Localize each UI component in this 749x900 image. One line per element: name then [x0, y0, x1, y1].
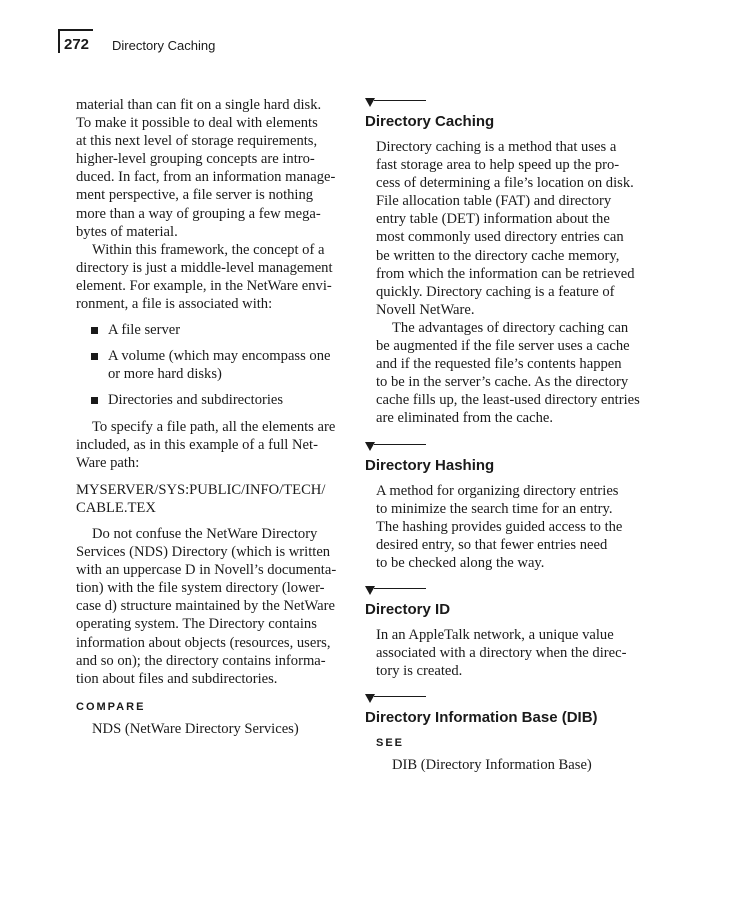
paragraph-file-path [76, 418, 346, 472]
text-line: information about objects (resources, users, [76, 634, 331, 651]
text-line: A method for organizing directory entries [376, 482, 619, 499]
text-line: tory is created. [376, 663, 463, 680]
text-line: To specify a file path, all the elements are [92, 418, 336, 435]
running-title: Directory Caching [112, 38, 216, 53]
text-line: ment perspective, a file server is nothing [76, 187, 314, 204]
compare-reference: NDS (NetWare Directory Services) [92, 720, 299, 737]
text-line: Novell NetWare. [376, 301, 475, 318]
list-item [76, 347, 346, 383]
text-line: quickly. Directory caching is a feature of [376, 283, 615, 300]
text-line: Directory caching is a method that uses a [376, 139, 617, 155]
text-line: at this next level of storage requirements, [76, 133, 318, 150]
text-line: from which the information can be retrieved [376, 265, 635, 282]
text-line: tion about files and subdirectories. [76, 670, 278, 687]
paragraph-framework [76, 241, 346, 313]
glossary-entry-directory-caching [365, 98, 655, 428]
text-line: MYSERVER/SYS:PUBLIC/INFO/TECH/ [76, 481, 326, 498]
text-line: and if the requested file’s contents happen [376, 356, 622, 373]
text-line: bytes of material. [76, 223, 178, 240]
glossary-entry-directory-id [365, 586, 655, 680]
bullet-list [76, 321, 346, 409]
bullet-square-icon [91, 353, 98, 360]
see-reference: DIB (Directory Information Base) [392, 757, 592, 774]
entry-rule [374, 588, 426, 589]
header-rule-vertical [58, 29, 60, 53]
entry-body [365, 482, 655, 572]
glossary-entry-directory-hashing [365, 442, 655, 572]
bullet-square-icon [91, 327, 98, 334]
text-line: or more hard disks) [108, 366, 222, 383]
text-line: cache fills up, the least-used directory entries [376, 392, 640, 409]
text-line: A file server [108, 322, 181, 339]
text-line: The hashing provides guided access to the [376, 518, 623, 535]
text-line: File allocation table (FAT) and directory [376, 193, 612, 210]
left-column [76, 96, 346, 738]
see-label: SEE [376, 737, 405, 750]
paragraph-nds-note [76, 525, 346, 688]
glossary-entry-directory-information-base [365, 694, 655, 774]
text-line: material than can fit on a single hard disk. [76, 97, 322, 113]
text-line: fast storage area to help speed up the pro- [376, 157, 620, 174]
example-path [76, 481, 346, 517]
right-column [365, 98, 655, 788]
text-line: Directories and subdirectories [108, 392, 284, 409]
text-line: and so on); the directory contains informa- [76, 652, 326, 669]
text-line: The advantages of directory caching can [392, 319, 629, 336]
text-line: are eliminated from the cache. [376, 410, 554, 427]
text-line: case d) structure maintained by the NetWare [76, 598, 335, 615]
text-line: A volume (which may encompass one [108, 348, 331, 365]
entry-title: Directory ID [365, 600, 451, 618]
text-line: cess of determining a file’s location on disk. [376, 175, 634, 192]
text-line: Do not confuse the NetWare Directory [92, 525, 318, 542]
text-line: be augmented if the file server uses a cache [376, 338, 630, 355]
entry-rule [374, 100, 426, 101]
text-line: CABLE.TEX [76, 499, 156, 516]
list-item [76, 391, 346, 409]
entry-body [365, 138, 655, 428]
text-line: to be in the server’s cache. As the directory [376, 374, 629, 391]
text-line: to minimize the search time for an entry. [376, 500, 613, 517]
text-line: directory is just a middle-level management [76, 259, 333, 276]
text-line: associated with a directory when the direc- [376, 645, 627, 662]
text-line: To make it possible to deal with elements [76, 115, 318, 132]
text-line: operating system. The Directory contains [76, 616, 317, 633]
text-line: In an AppleTalk network, a unique value [376, 626, 614, 643]
text-line: entry table (DET) information about the [376, 211, 610, 228]
entry-title: Directory Information Base (DIB) [365, 709, 598, 727]
text-line: most commonly used directory entries can [376, 229, 624, 246]
entry-title: Directory Hashing [365, 456, 495, 474]
header-rule-horizontal [58, 29, 93, 31]
entry-body [365, 734, 655, 774]
page-number: 272 [64, 36, 90, 53]
text-line: included, as in this example of a full Net- [76, 436, 318, 453]
text-line: Services (NDS) Directory (which is written [76, 544, 331, 561]
entry-rule [374, 444, 426, 445]
text-line: to be checked along the way. [376, 554, 545, 571]
text-line: Ware path: [76, 454, 140, 471]
text-line: higher-level grouping concepts are intro- [76, 151, 315, 168]
text-line: with an uppercase D in Novell’s documenta- [76, 562, 337, 579]
text-line: Within this framework, the concept of a [92, 241, 325, 258]
entry-title: Directory Caching [365, 113, 495, 130]
text-line: tion) with the file system directory (lower- [76, 580, 325, 597]
text-line: desired entry, so that fewer entries need [376, 536, 608, 553]
list-item [76, 321, 346, 339]
paragraph-storage [76, 96, 346, 241]
text-line: element. For example, in the NetWare envi- [76, 277, 332, 294]
text-line: more than a way of grouping a few mega- [76, 205, 321, 222]
text-line: be written to the directory cache memory, [376, 247, 620, 264]
entry-rule [374, 696, 426, 697]
bullet-square-icon [91, 397, 98, 404]
compare-label: COMPARE [76, 700, 146, 713]
text-line: ronment, a file is associated with: [76, 296, 273, 313]
entry-body [365, 626, 655, 680]
text-line: duced. In fact, from an information manage- [76, 169, 336, 186]
